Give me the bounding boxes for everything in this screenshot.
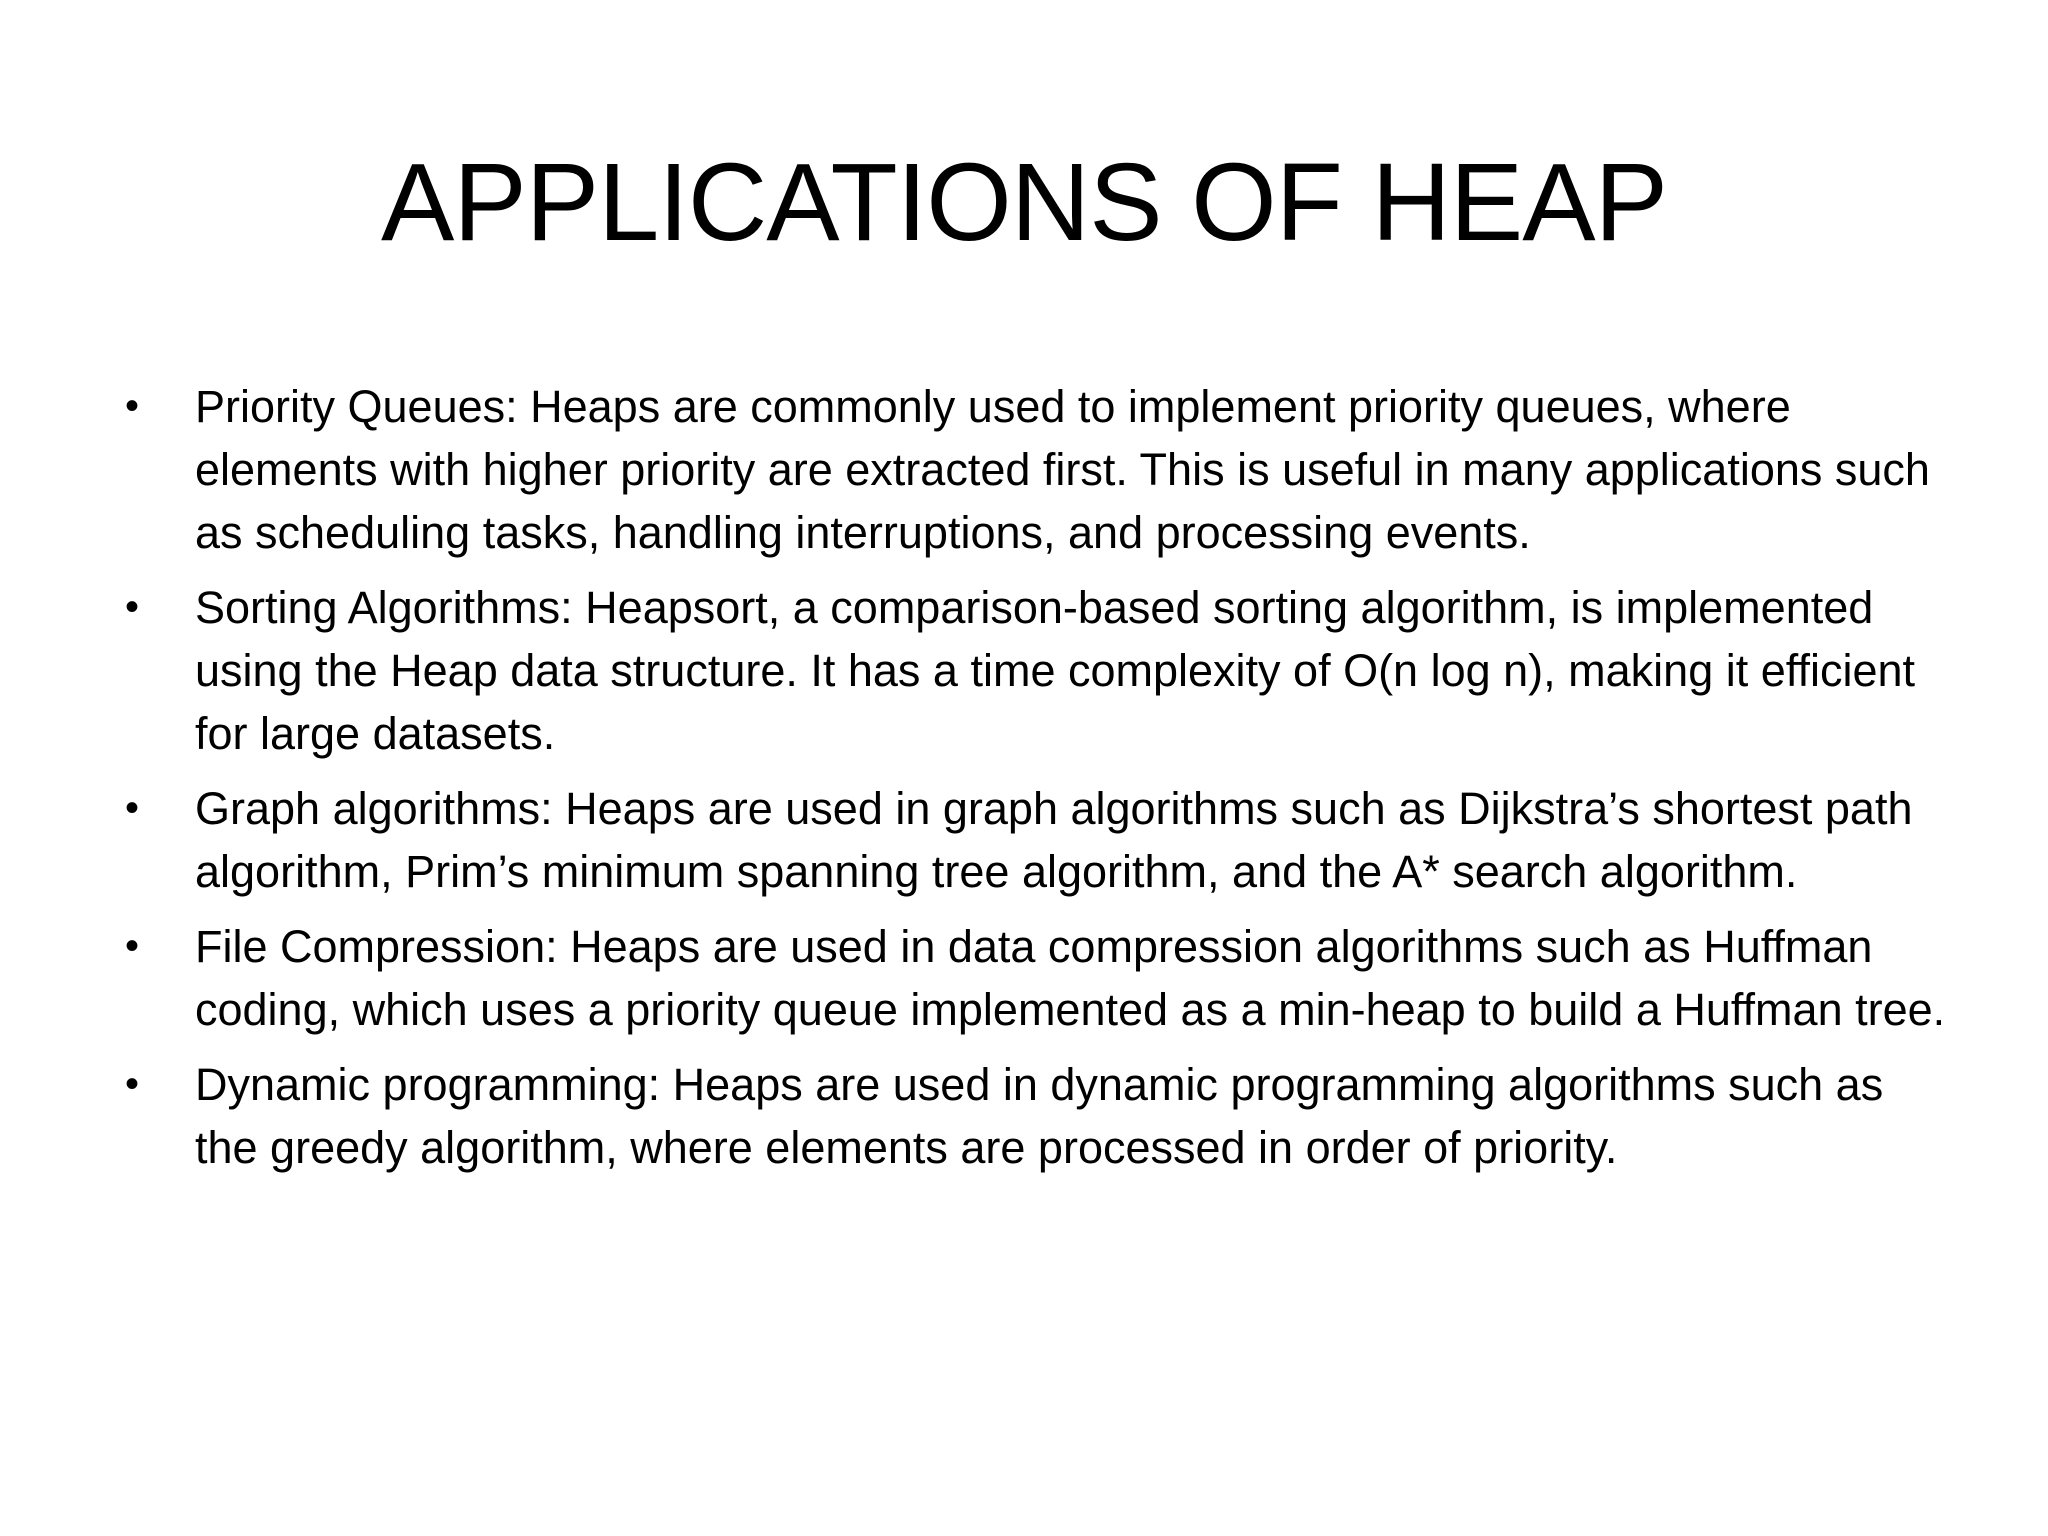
bullet-item-dynamic-programming [120,1053,1950,1179]
bullet-icon: • [125,1062,140,1106]
bullet-text: Dynamic programming: Heaps are used in dynamic programming algorithms such as the greedy algorithm, where elements are processed in order of priority. [195,1059,1884,1173]
bullet-text: Priority Queues: Heaps are commonly used to implement priority queues, where elements with higher priority are extracted first. This is useful in many applications such as scheduling tasks, handling interruptions, and processing events. [195,381,1930,558]
bullet-item-sorting-algorithms [120,576,1950,765]
bullet-icon: • [125,786,140,830]
bullet-text: File Compression: Heaps are used in data compression algorithms such as Huffman coding, which uses a priority queue implemented as a min-heap to build a Huffman tree. [195,921,1946,1035]
bullet-text: Sorting Algorithms: Heapsort, a comparison-based sorting algorithm, is implemented using the Heap data structure. It has a time complexity of O(n log n), making it efficient for large datasets. [195,582,1915,759]
bullet-item-priority-queues [120,375,1950,564]
bullet-item-graph-algorithms [120,777,1950,903]
bullet-item-file-compression [120,915,1950,1041]
bullet-icon: • [125,924,140,968]
bullet-text: Graph algorithms: Heaps are used in graph algorithms such as Dijkstra’s shortest path algorithm, Prim’s minimum spanning tree algorithm, and the A* search algorithm. [195,783,1913,897]
slide-title: APPLICATIONS OF HEAP [380,141,1668,264]
bullet-list [120,375,1950,1191]
bullet-icon: • [125,585,140,629]
bullet-icon: • [125,384,140,428]
